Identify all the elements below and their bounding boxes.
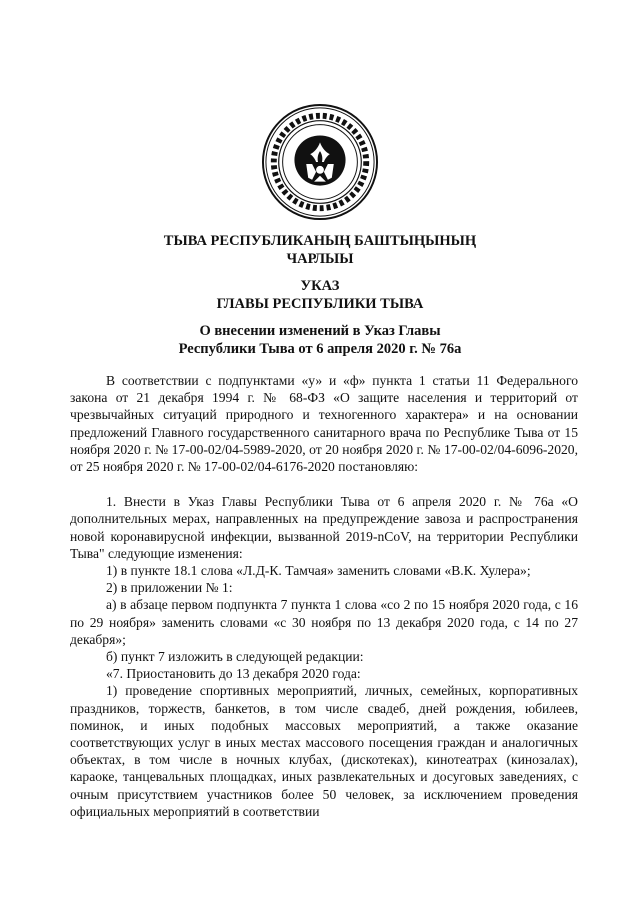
decree-subject (70, 322, 570, 358)
tuva-emblem-icon (261, 103, 379, 221)
header-tuvan-line2: ЧАРЛЫЫ (286, 251, 354, 267)
decree-body (70, 372, 578, 820)
decree-authority: ГЛАВЫ РЕСПУБЛИКИ ТЫВА (216, 296, 424, 312)
subclause-2a-paragraph: а) в абзаце первом подпункта 7 пункта 1 слова «со 2 по 15 ноября 2020 года, с 16 по 29 ноября» заменить словами «с 30 ноября по 13 декабря 2020 года, с 14 по 27 декабря»; (70, 597, 578, 647)
subclause-1-paragraph: 1) в пункте 18.1 слова «Л.Д-К. Тамчая» заменить словами «В.К. Хулера»; (106, 563, 531, 579)
preamble-paragraph: В соответствии с подпунктами «у» и «ф» пункта 1 статьи 11 Федерального закона от 21 декабря 1994 г. № 68-ФЗ «О защите населения и территорий от чрезвычайных ситуаций природного и техногенного характера» и на основании предложений Главного государственного санитарного врача по Республике Тыва от 15 ноября 2020 г. № 17-00-02/04-5989-2020, от 20 ноября 2020 г. № 17-00-02/04-6096-2020, от 25 ноября 2020 г. № 17-00-02/04-6176-2020 постановляю: (70, 373, 578, 475)
item-7-1-paragraph: 1) проведение спортивных мероприятий, личных, семейных, корпоративных праздников, торжеств, банкетов, в том числе свадеб, дней рождения, юбилеев, поминок, и иных подобных массовых мероприятий, а также оказание соответствующих услуг в иных местах массового посещения граждан и аналогичных объектах, в том числе в ночных клубах, (дискотеках), кинотеатрах (кинозалах), караоке, танцевальных площадках, иных развлекательных и досуговых заведениях, с очным присутствием участников более 50 человек, за исключением проведения официальных мероприятий в соответствии (70, 683, 578, 819)
subclause-2-paragraph: 2) в приложении № 1: (106, 580, 233, 596)
decree-type: УКАЗ (300, 278, 340, 294)
item-7-paragraph: «7. Приостановить до 13 декабря 2020 года: (106, 666, 361, 682)
header-tuvan-line1: ТЫВА РЕСПУБЛИКАНЫҢ БАШТЫҢЫНЫҢ (163, 233, 477, 249)
header-decree (70, 277, 570, 313)
clause-1-paragraph: 1. Внести в Указ Главы Республики Тыва от 6 апреля 2020 г. № 76а «О дополнительных мерах, направленных на предупреждение завоза и распространения новой коронавирусной инфекции, вызванной 2019-nCoV, на территории Республики Тыва" следующие изменения: (70, 494, 578, 561)
decree-subject-line2: Республики Тыва от 6 апреля 2020 г. № 76а (178, 341, 462, 357)
subclause-2b-paragraph: б) пункт 7 изложить в следующей редакции: (106, 649, 364, 665)
decree-subject-line1: О внесении изменений в Указ Главы (199, 323, 441, 339)
header-tuvan (70, 232, 570, 268)
